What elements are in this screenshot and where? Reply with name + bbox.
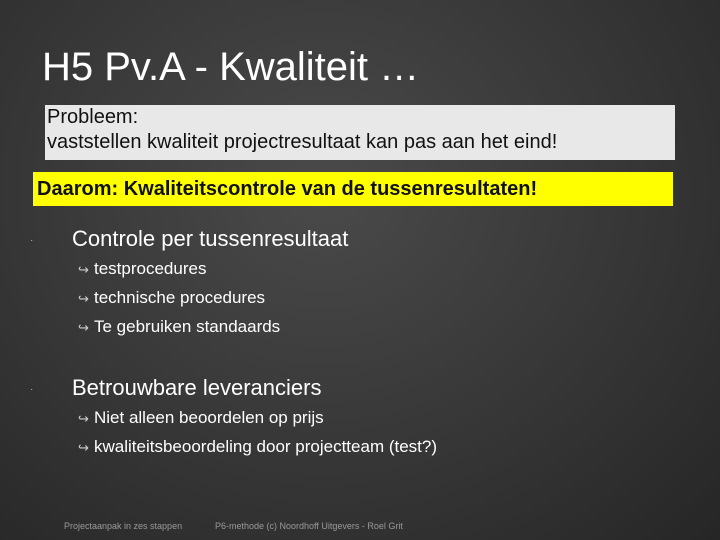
bullet-leveranciers — [30, 375, 321, 401]
sub-bullet-label: technische procedures — [94, 288, 266, 307]
bullet-label: Betrouwbare leveranciers — [72, 375, 322, 400]
highlight-box: Daarom: Kwaliteitscontrole van de tussenresultaten! — [33, 172, 673, 206]
footer-left: Projectaanpak in zes stappen — [64, 521, 183, 531]
sub-bullet-label: testprocedures — [94, 259, 207, 278]
problem-box — [45, 105, 675, 160]
sub-bullet — [78, 317, 280, 337]
problem-text: vaststellen kwaliteit projectresultaat kan pas aan het eind! — [47, 131, 558, 153]
sub-bullet-label: kwaliteitsbeoordeling door projectteam (test?) — [94, 437, 438, 456]
dot-bullet-icon: · — [30, 383, 34, 395]
sub-bullet — [78, 437, 437, 457]
slide-title: H5 Pv.A - Kwaliteit … — [42, 45, 420, 89]
footer-right: P6-methode (c) Noordhoff Uitgevers - Roel Grit — [215, 521, 403, 531]
sub-bullet — [78, 408, 324, 428]
arrow-bullet-icon: ↪ — [78, 262, 89, 277]
arrow-bullet-icon: ↪ — [78, 440, 89, 455]
sub-bullet — [78, 288, 265, 308]
problem-label: Probleem: — [47, 106, 139, 128]
dot-bullet-icon: · — [30, 234, 34, 246]
bullet-label: Controle per tussenresultaat — [72, 226, 349, 251]
sub-bullet — [78, 259, 206, 279]
sub-bullet-label: Niet alleen beoordelen op prijs — [94, 408, 324, 427]
arrow-bullet-icon: ↪ — [78, 411, 89, 426]
arrow-bullet-icon: ↪ — [78, 320, 89, 335]
sub-bullet-label: Te gebruiken standaards — [94, 317, 281, 336]
arrow-bullet-icon: ↪ — [78, 291, 89, 306]
bullet-controle — [30, 226, 348, 252]
